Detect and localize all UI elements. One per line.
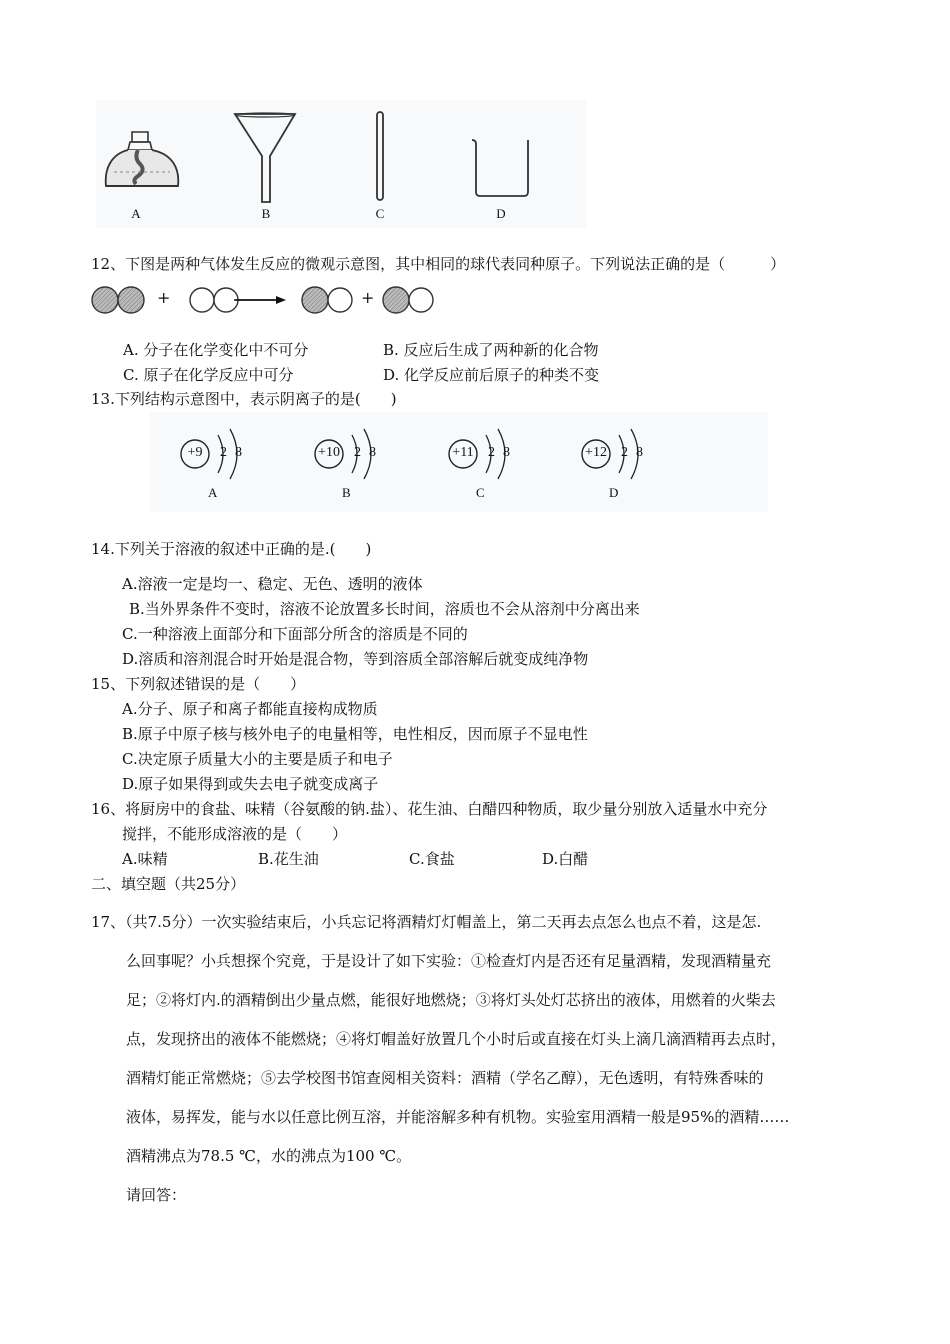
q17-line-7: 酒精沸点为78.5 ℃，水的沸点为100 ℃。 (126, 1147, 412, 1165)
section-heading: 二、填空题（共25分） (91, 875, 246, 893)
atom-structure-b (312, 425, 402, 505)
shell-2-electrons: 8 (503, 445, 510, 460)
diagram-label: B (342, 485, 351, 500)
shell-2-electrons: 8 (636, 445, 643, 460)
q13-stem: 13.下列结构示意图中，表示阴离子的是( ) (91, 390, 397, 408)
q16-option-c: C.食盐 (409, 850, 455, 868)
equipment-label-b: B (261, 206, 271, 221)
plus-sign-2: + (361, 288, 375, 307)
nucleus-charge: +9 (187, 445, 203, 460)
shell-2-electrons: 8 (369, 445, 376, 460)
funnel-image (232, 112, 298, 204)
alcohol-lamp-image (100, 128, 184, 198)
q14-option-b: B.当外界条件不变时，溶液不论放置多长时间，溶质也不会从溶剂中分离出来 (129, 600, 640, 618)
equipment-label-a: A (131, 206, 141, 221)
q17-line-3: 足；②将灯内.的酒精倒出少量点燃，能很好地燃烧；③将灯头处灯芯挤出的液体，用燃着的火柴去 (126, 991, 776, 1009)
q17-line-8: 请回答： (126, 1186, 187, 1204)
beaker-image (470, 136, 534, 200)
q12-option-b: B. 反应后生成了两种新的化合物 (383, 341, 599, 359)
q12-option-c: C. 原子在化学反应中可分 (123, 366, 294, 384)
q12-option-d: D. 化学反应前后原子的种类不变 (383, 366, 600, 384)
q17-line-4: 点，发现挤出的液体不能燃烧；④将灯帽盖好放置几个小时后或直接在灯头上滴几滴酒精再去点时， (126, 1030, 787, 1048)
glass-rod-image (374, 110, 388, 202)
atom-structure-a (178, 425, 268, 505)
q16-stem-line2: 搅拌，不能形成溶液的是（ ） (122, 825, 348, 843)
q14-option-d: D.溶质和溶剂混合时开始是混合物，等到溶质全部溶解后就变成纯净物 (122, 650, 589, 668)
q14-stem: 14.下列关于溶液的叙述中正确的是.( ) (91, 540, 372, 558)
q17-line-6: 液体，易挥发，能与水以任意比例互溶，并能溶解多种有机物。实验室用酒精一般是95%的酒精…… (126, 1108, 790, 1126)
q16-option-b: B.花生油 (258, 850, 319, 868)
shell-1-electrons: 2 (354, 445, 361, 460)
q12-option-a: A. 分子在化学变化中不可分 (123, 341, 309, 359)
q17-line-2: 么回事呢？小兵想探个究竟，于是设计了如下实验：①检查灯内是否还有足量酒精，发现酒精量充 (126, 952, 772, 970)
q16-option-d: D.白醋 (542, 850, 589, 868)
diagram-label: D (609, 485, 619, 500)
q16-option-a: A.味精 (122, 850, 168, 868)
q12-stem: 12、下图是两种气体发生反应的微观示意图，其中相同的球代表同种原子。下列说法正确的是（ ） (91, 255, 786, 273)
equipment-label-d: D (496, 206, 506, 221)
q16-stem-line1: 16、将厨房中的食盐、味精（谷氨酸的钠.盐）、花生油、白醋四种物质，取少量分别放入适量水中充分 (91, 800, 768, 818)
q14-option-a: A.溶液一定是均一、稳定、无色、透明的液体 (122, 575, 423, 593)
plus-sign-1: + (157, 288, 171, 307)
diagram-label: A (208, 485, 218, 500)
q15-option-d: D.原子如果得到或失去电子就变成离子 (122, 775, 379, 793)
nucleus-charge: +10 (318, 445, 340, 460)
shell-1-electrons: 2 (621, 445, 628, 460)
reaction-diagram (90, 284, 440, 318)
shell-1-electrons: 2 (488, 445, 495, 460)
equipment-label-c: C (375, 206, 385, 221)
q17-line-5: 酒精灯能正常燃烧；⑤去学校图书馆查阅相关资料：酒精（学名乙醇），无色透明，有特殊香味的 (126, 1069, 764, 1087)
nucleus-charge: +11 (452, 445, 474, 460)
diagram-label: C (476, 485, 485, 500)
atom-structure-c (446, 425, 536, 505)
q15-option-b: B.原子中原子核与核外电子的电量相等，电性相反，因而原子不显电性 (122, 725, 588, 743)
q15-option-a: A.分子、原子和离子都能直接构成物质 (122, 700, 378, 718)
shell-1-electrons: 2 (220, 445, 227, 460)
q17-line-1: 17、（共7.5分）一次实验结束后，小兵忘记将酒精灯灯帽盖上，第二天再去点怎么也点不着，这是怎. (91, 913, 762, 931)
q15-stem: 15、下列叙述错误的是（ ） (91, 675, 306, 693)
nucleus-charge: +12 (585, 445, 607, 460)
atom-structure-d (579, 425, 669, 505)
q14-option-c: C.一种溶液上面部分和下面部分所含的溶质是不同的 (122, 625, 468, 643)
shell-2-electrons: 8 (235, 445, 242, 460)
q15-option-c: C.决定原子质量大小的主要是质子和电子 (122, 750, 393, 768)
